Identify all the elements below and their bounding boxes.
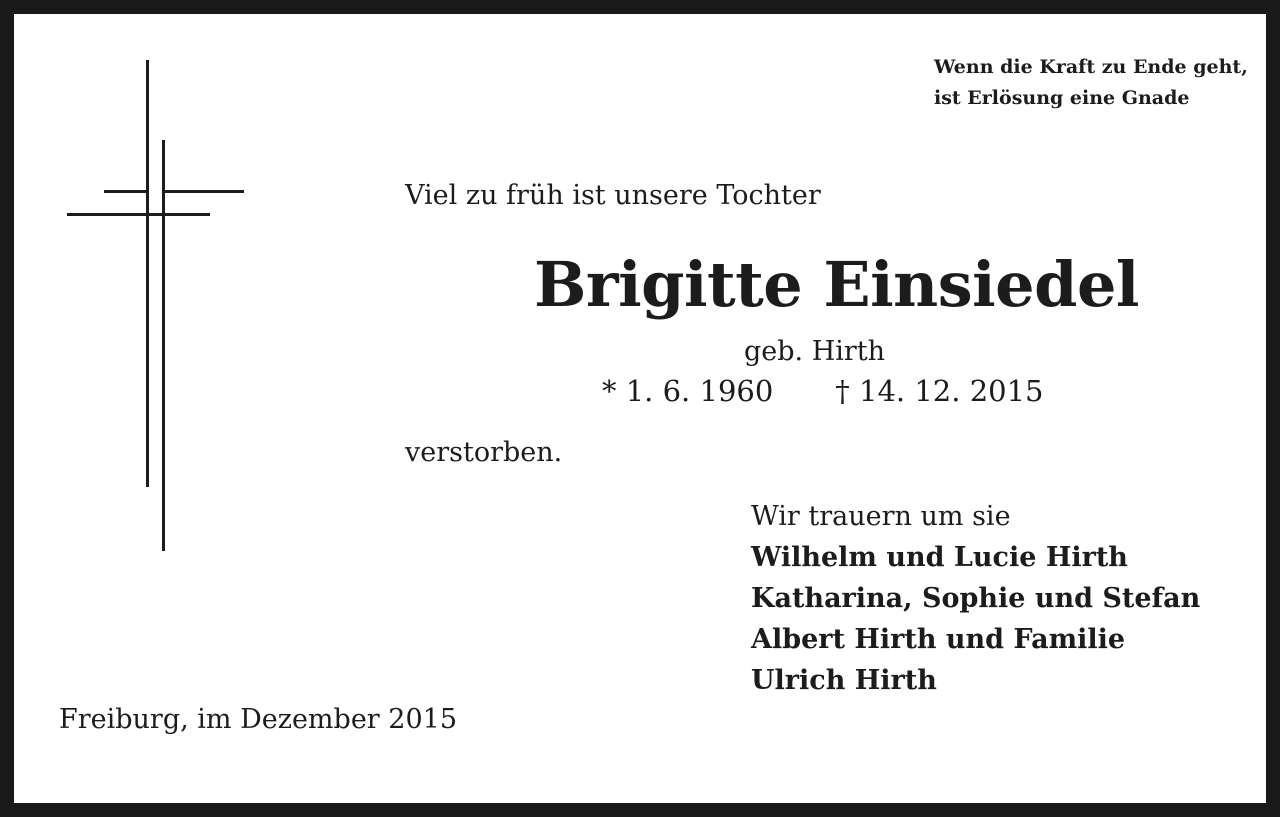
deceased-name: Brigitte Einsiedel	[534, 248, 1139, 321]
obituary-card	[14, 14, 1266, 803]
verb-text: verstorben.	[405, 437, 563, 468]
motto-quote	[934, 52, 1248, 114]
life-dates	[602, 374, 1044, 408]
mourners-list	[751, 496, 1200, 701]
place-date: Freiburg, im Dezember 2015	[59, 704, 457, 735]
death-date: † 14. 12. 2015	[835, 374, 1044, 408]
mourner-name: Wilhelm und Lucie Hirth	[751, 542, 1128, 573]
mourner-name: Ulrich Hirth	[751, 665, 937, 696]
motto-line-1: Wenn die Kraft zu Ende geht,	[934, 56, 1248, 78]
birth-date: * 1. 6. 1960	[602, 374, 774, 408]
mourner-name: Albert Hirth und Familie	[751, 624, 1126, 655]
birth-name: geb. Hirth	[744, 336, 886, 367]
mourners-lead: Wir trauern um sie	[751, 501, 1011, 532]
intro-text: Viel zu früh ist unsere Tochter	[405, 180, 821, 211]
motto-line-2: ist Erlösung eine Gnade	[934, 87, 1190, 109]
mourner-name: Katharina, Sophie und Stefan	[751, 583, 1201, 614]
